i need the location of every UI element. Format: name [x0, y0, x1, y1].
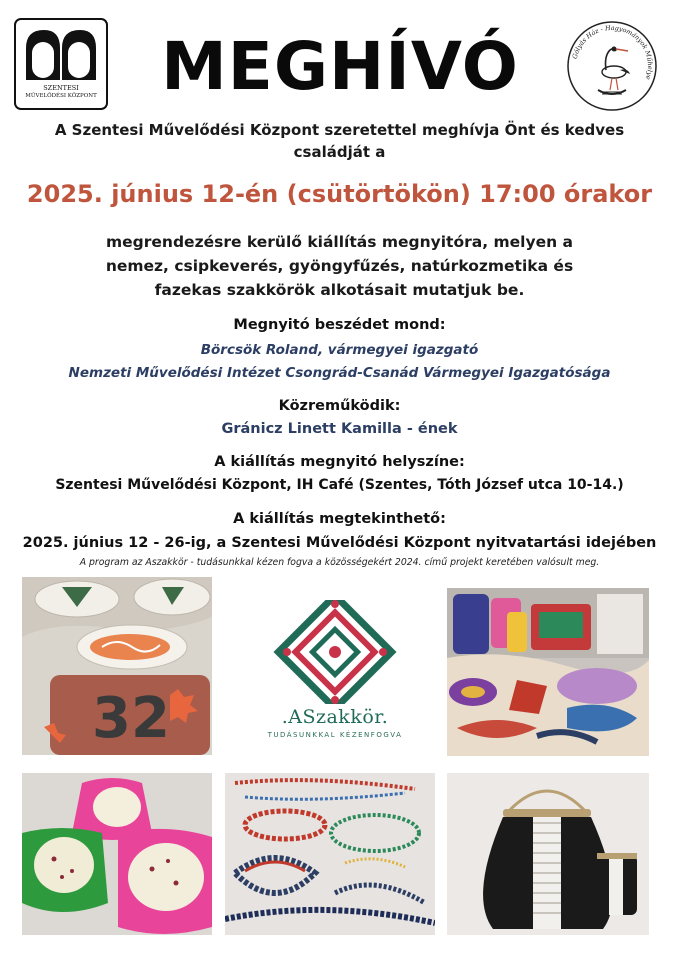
venue-heading: A kiállítás megnyitó helyszíne: — [214, 454, 465, 470]
viewing-heading: A kiállítás megtekinthető: — [233, 511, 446, 527]
viewing-dates: 2025. június 12 - 26-ig, a Szentesi Művelődési Központ nyitvatartási idejében — [22, 535, 657, 551]
speaker-organization: Nemzeti Művelődési Intézet Csongrád-Csanád Vármegyei Igazgatósága — [68, 365, 611, 381]
desc-line-1: megrendezésre kerülő kiállítás megnyitóra, melyen a — [106, 233, 573, 251]
event-date: 2025. június 12-én (csütörtökön) 17:00 órakor — [26, 180, 653, 208]
desc-line-2: nemez, csipkeverés, gyöngyfűzés, natúrkozmetika és — [105, 257, 574, 275]
logo-text-line-1: SZENTESI — [43, 84, 79, 92]
aszakkor-brand — [235, 600, 435, 760]
intro-line-1: A Szentesi Művelődési Központ szeretettel meghívja Önt és kedves — [54, 121, 625, 139]
speaker-name: Börcsök Roland, vármegyei igazgató — [200, 342, 479, 358]
page-title: MEGHÍVÓ — [161, 28, 519, 105]
perform-heading: Közreműködik: — [278, 398, 401, 414]
svg-text:32: 32 — [92, 686, 170, 751]
photo-felt-works — [447, 588, 649, 756]
photo-lace-bag — [447, 773, 649, 935]
photo-beadwork — [225, 773, 435, 935]
photo-natural-cosmetics — [22, 773, 212, 935]
desc-line-3: fazekas szakkörök alkotásait mutatjuk be. — [154, 281, 525, 299]
intro-line-2: családját a — [293, 143, 386, 161]
brand-name: .ASzakkör. — [281, 706, 389, 728]
performer-name: Gránicz Linett Kamilla - ének — [221, 421, 458, 437]
photo-ceramics — [22, 577, 212, 755]
logo-ring-text: Gólyás Ház - Hagyományok Műhelye — [570, 23, 655, 81]
muvelodesi-kozpont-logo — [14, 18, 108, 110]
speech-heading: Megnyitó beszédet mond: — [233, 317, 446, 333]
logo-text-line-2: MŰVELŐDÉSI KÖZPONT — [25, 93, 97, 99]
project-note: A program az Aszakkör - tudásunkkal kézen fogva a közösségekért 2024. című projekt keretében valósult meg. — [79, 557, 600, 568]
brand-tagline: TUDÁSUNKKAL KÉZENFOGVA — [267, 731, 403, 739]
stork-logo-icon — [566, 20, 658, 112]
golyas-haz-logo — [566, 20, 658, 112]
folk-ornament-icon — [235, 600, 435, 704]
venue-address: Szentesi Művelődési Központ, IH Café (Szentes, Tóth József utca 10-14.) — [55, 477, 624, 493]
